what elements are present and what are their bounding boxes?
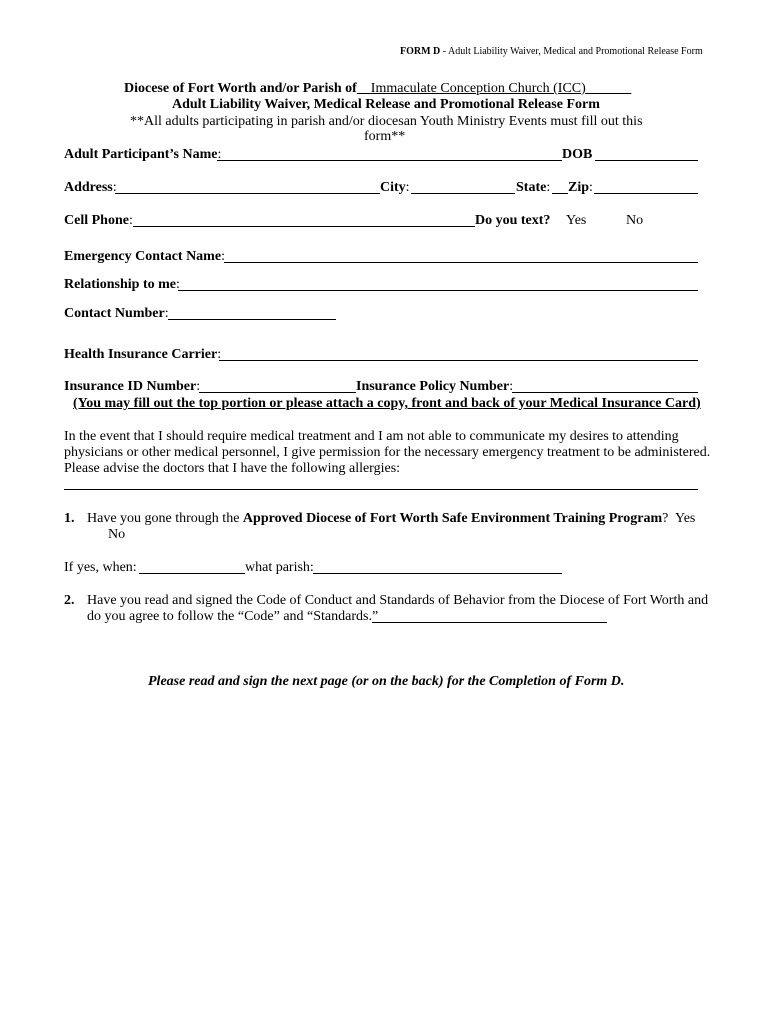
insurance-policy-field[interactable] [512, 392, 698, 393]
emergency-contact-field[interactable] [224, 262, 698, 263]
training-date-field[interactable] [139, 573, 245, 574]
relationship-field[interactable] [178, 290, 698, 291]
contact-number-field[interactable] [168, 319, 336, 320]
cell-phone-field[interactable] [133, 226, 475, 227]
q2-number: 2. [64, 593, 75, 608]
q1-program-name: Approved Diocese of Fort Worth Safe Environment Training Program [242, 511, 663, 526]
text-option-no[interactable]: No [626, 213, 644, 228]
form-header [400, 46, 703, 57]
medical-text-line3: Please advise the doctors that I have the following allergies: [64, 461, 401, 476]
text-option-yes[interactable]: Yes [566, 213, 587, 228]
state-field[interactable] [552, 193, 568, 194]
footer-instruction: Please read and sign the next page (or on the back) for the Completion of Form D. [148, 674, 625, 689]
medical-text-line1: In the event that I should require medical treatment and I am not able to communicate my desires to attending [64, 429, 679, 444]
participant-name-field[interactable] [217, 160, 562, 161]
zip-label: Zip: [568, 180, 593, 195]
text-question: Do you text? [475, 213, 551, 228]
q1-option-no[interactable]: No [108, 527, 126, 542]
insurance-id-field[interactable] [199, 392, 356, 393]
q2-answer-field[interactable] [372, 622, 607, 623]
q1-number: 1. [64, 511, 75, 526]
participation-note-line1: **All adults participating in parish and/or diocesan Youth Ministry Events must fill out this [130, 114, 643, 129]
cell-phone-label: Cell Phone: [64, 213, 133, 228]
if-yes-when-label: If yes, when: [64, 560, 137, 575]
address-field[interactable] [115, 193, 380, 194]
dob-field[interactable] [595, 160, 698, 161]
parish-name: Immaculate Conception Church (ICC) [370, 81, 586, 96]
city-field[interactable] [411, 193, 515, 194]
q1-option-yes[interactable]: Yes [675, 511, 696, 526]
q1-text: Have you gone through the Approved Diocese of Fort Worth Safe Environment Training Program? [87, 511, 669, 526]
q2-text-line1: Have you read and signed the Code of Conduct and Standards of Behavior from the Diocese of Fort Worth and [87, 593, 709, 608]
participant-name-label: Adult Participant’s Name: [64, 147, 222, 162]
form-header-title: - Adult Liability Waiver, Medical and Promotional Release Form [440, 46, 703, 57]
emergency-contact-label: Emergency Contact Name: [64, 249, 225, 264]
contact-number-label: Contact Number: [64, 306, 169, 321]
city-label: City: [380, 180, 410, 195]
insurance-id-label: Insurance ID Number: [64, 379, 201, 394]
state-label: State: [516, 180, 551, 195]
address-label: Address: [64, 180, 117, 195]
diocese-title [124, 81, 631, 97]
insurance-carrier-label: Health Insurance Carrier: [64, 347, 222, 362]
dob-label: DOB [562, 147, 593, 162]
relationship-label: Relationship to me: [64, 277, 180, 292]
q2-text-line2: do you agree to follow the “Code” and “Standards.” [87, 609, 379, 624]
allergies-field[interactable] [64, 489, 698, 490]
medical-text-line2: physicians or other medical personnel, I give permission for the necessary emergency treatment to be administered. [64, 445, 711, 460]
what-parish-label: what parish: [245, 560, 314, 575]
form-name: Adult Liability Waiver, Medical Release and Promotional Release Form [172, 97, 600, 112]
participation-note-line2: form** [364, 129, 406, 144]
insurance-carrier-field[interactable] [219, 360, 698, 361]
insurance-note: (You may fill out the top portion or please attach a copy, front and back of your Medical Insurance Card) [73, 396, 701, 411]
insurance-policy-label: Insurance Policy Number: [356, 379, 514, 394]
training-parish-field[interactable] [313, 573, 562, 574]
zip-field[interactable] [594, 193, 698, 194]
form-label: FORM D [400, 46, 441, 57]
diocese-prefix: Diocese of Fort Worth and/or Parish of [124, 81, 357, 96]
